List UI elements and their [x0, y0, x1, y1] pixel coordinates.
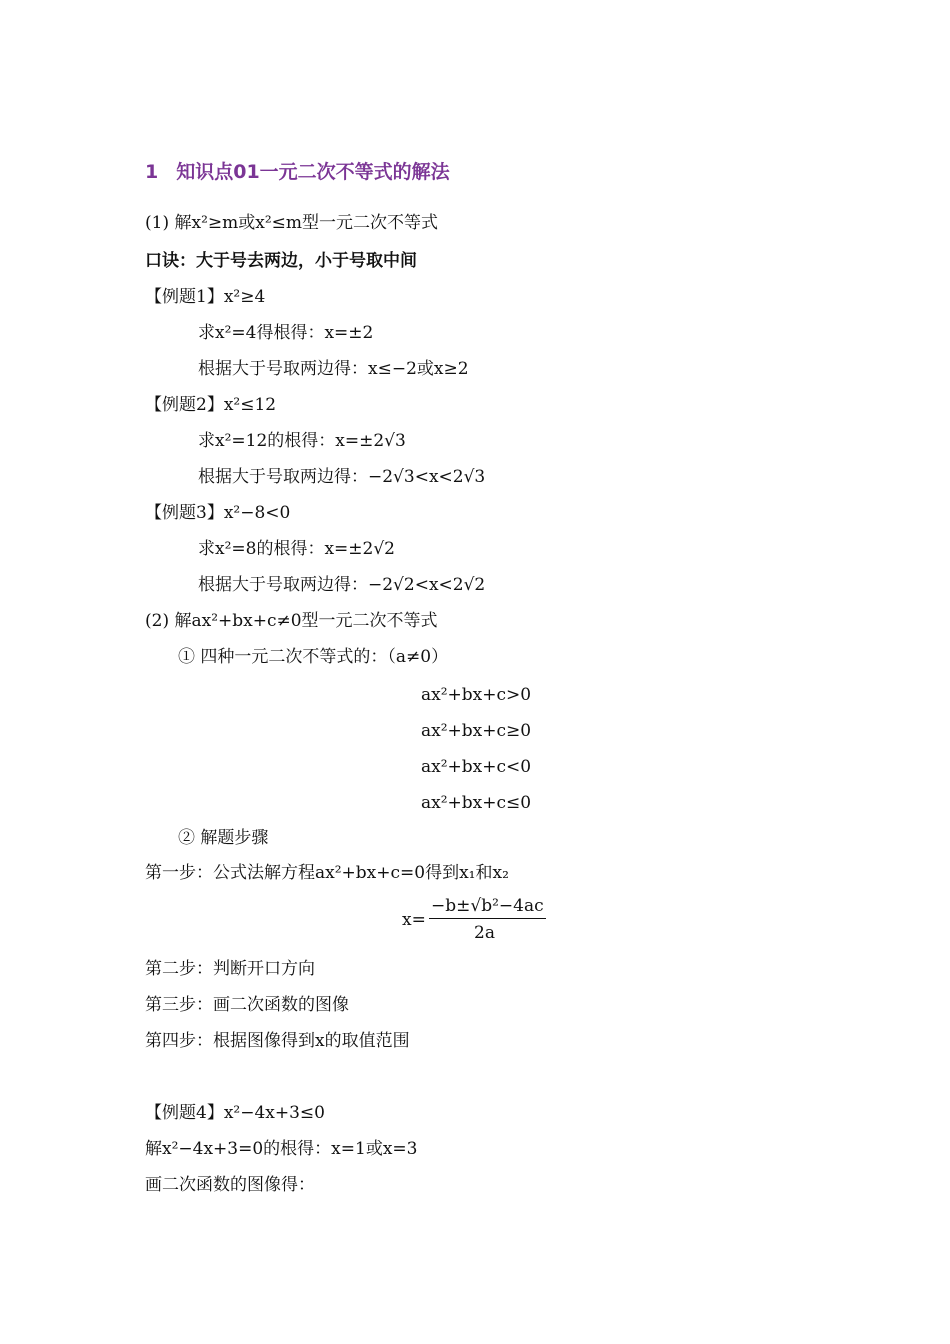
section-title-text: 知识点01一元二次不等式的解法 — [176, 161, 450, 183]
formula-lhs: x= — [402, 910, 426, 930]
inequality-form: ax²+bx+c<0 — [421, 757, 532, 777]
inequality-form: ax²+bx+c≤0 — [421, 793, 532, 813]
example4-line1: 解x²−4x+3=0的根得：x=1或x=3 — [145, 1139, 418, 1159]
part2-heading: (2) 解ax²+bx+c≠0型一元二次不等式 — [145, 611, 438, 631]
step-three: 第三步：画二次函数的图像 — [145, 995, 349, 1015]
mnemonic: 口诀：大于号去两边，小于号取中间 — [145, 251, 417, 271]
formula-numerator: −b±√b²−4ac — [429, 896, 546, 919]
example2-step1: 求x²=12的根得：x=±2√3 — [198, 431, 406, 451]
step-one: 第一步：公式法解方程ax²+bx+c=0得到x₁和x₂ — [145, 863, 509, 883]
example3-step1: 求x²=8的根得：x=±2√2 — [198, 539, 396, 559]
example1-step2: 根据大于号取两边得：x≤−2或x≥2 — [198, 359, 469, 379]
example4-label: 【例题4】x²−4x+3≤0 — [145, 1103, 325, 1123]
section-number: 1 — [145, 161, 159, 183]
part2-sub1: ① 四种一元二次不等式的：（a≠0） — [178, 647, 449, 667]
part2-sub2: ② 解题步骤 — [178, 828, 269, 848]
part1-heading: (1) 解x²≥m或x²≤m型一元二次不等式 — [145, 213, 439, 233]
formula-denominator: 2a — [474, 923, 495, 943]
example1-step1: 求x²=4得根得：x=±2 — [198, 323, 374, 343]
example3-label: 【例题3】x²−8<0 — [145, 503, 291, 523]
example2-step2: 根据大于号取两边得：−2√3<x<2√3 — [198, 467, 486, 487]
inequality-form: ax²+bx+c>0 — [421, 685, 532, 705]
step-two: 第二步：判断开口方向 — [145, 959, 315, 979]
inequality-form: ax²+bx+c≥0 — [421, 721, 532, 741]
step-four: 第四步：根据图像得到x的取值范围 — [145, 1031, 410, 1051]
example3-step2: 根据大于号取两边得：−2√2<x<2√2 — [198, 575, 486, 595]
section-title — [145, 161, 450, 183]
example4-line2: 画二次函数的图像得： — [145, 1175, 315, 1195]
example1-label: 【例题1】x²≥4 — [145, 287, 266, 307]
example2-label: 【例题2】x²≤12 — [145, 395, 277, 415]
